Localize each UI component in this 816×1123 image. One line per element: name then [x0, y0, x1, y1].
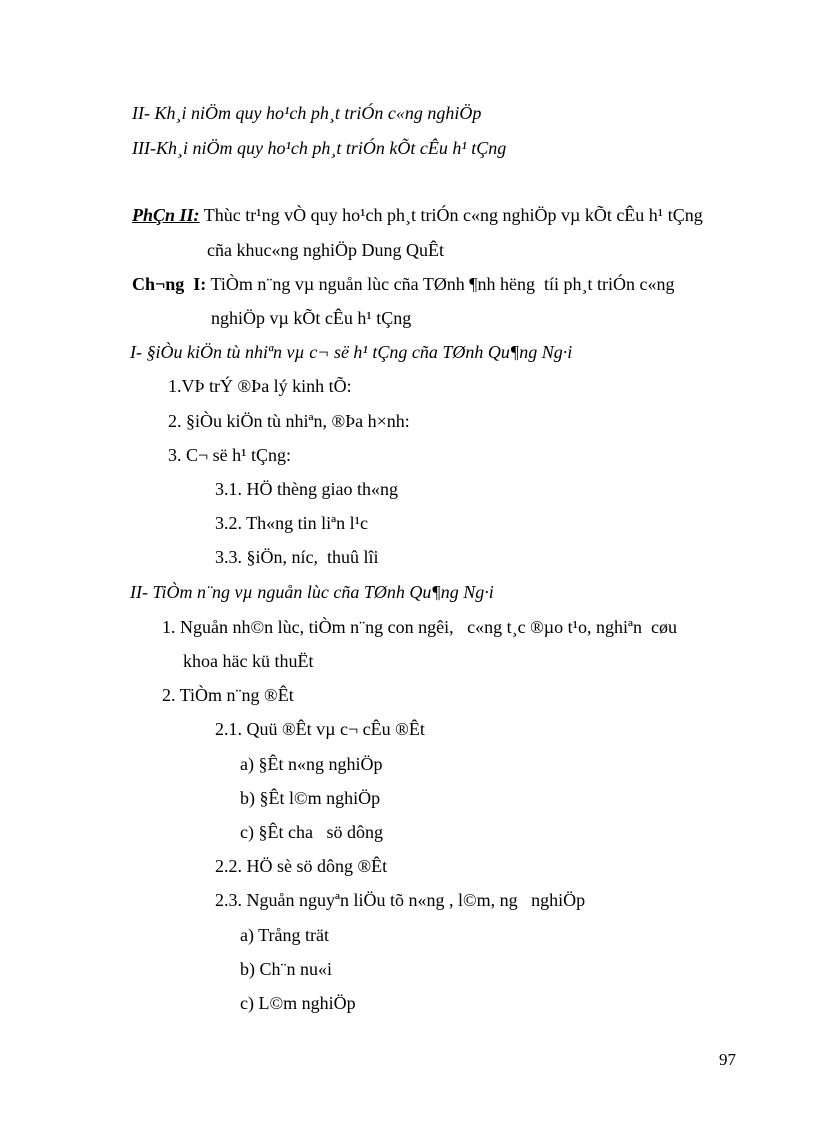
- toc-line: khoa häc kü thuËt: [183, 651, 314, 671]
- toc-line: cña khuc«ng nghiÖp Dung QuÊt: [207, 240, 444, 260]
- toc-section: I- §iÒu kiÖn tù nhiªn vµ c¬ së h¹ tÇng cña TØnh Qu¶ng Ng·i: [130, 342, 573, 362]
- chapter-title: TiÒm n¨ng vµ nguån lùc cña TØnh ¶nh hëng tíi ph¸t triÓn c«ng: [206, 274, 675, 294]
- part-label: PhÇn II:: [132, 205, 200, 225]
- toc-line: nghiÖp vµ kÕt cÊu h¹ tÇng: [211, 308, 412, 328]
- toc-line: 3.1. HÖ thèng giao th«ng: [215, 479, 398, 499]
- toc-line: 2.2. HÖ sè sö dông ®Êt: [215, 856, 388, 876]
- toc-line: 1.VÞ trÝ ®Þa lý kinh tÕ:: [168, 376, 352, 396]
- toc-line: c) §Êt cha sö dông: [240, 822, 383, 842]
- toc-line: c) L©m nghiÖp: [240, 993, 356, 1013]
- toc-line: 2.1. Quü ®Êt vµ c¬ cÊu ®Êt: [215, 719, 425, 739]
- toc-line: 3.2. Th«ng tin liªn l¹c: [215, 513, 369, 533]
- toc-line: a) Trång trät: [240, 925, 329, 945]
- part-title: Thùc tr¹ng vÒ quy ho¹ch ph¸t triÓn c«ng nghiÖp vµ kÕt cÊu h¹ tÇng: [199, 205, 703, 225]
- toc-line: b) §Êt l©m nghiÖp: [240, 788, 381, 808]
- toc-line: III-Kh¸i niÖm quy ho¹ch ph¸t triÓn kÕt cÊu h¹ tÇng: [132, 138, 507, 158]
- toc-line: 1. Nguån nh©n lùc, tiÒm n¨ng con ngêi, c«ng t¸c ®µo t¹o, nghiªn cøu: [162, 617, 678, 637]
- page-number: 97: [719, 1050, 736, 1069]
- toc-line: 2. §iÒu kiÖn tù nhiªn, ®Þa h×nh:: [168, 411, 410, 431]
- toc-line: 3.3. §iÖn, níc, thuû lîi: [215, 547, 379, 567]
- toc-line: II- Kh¸i niÖm quy ho¹ch ph¸t triÓn c«ng nghiÖp: [132, 103, 482, 123]
- toc-chapter-heading: [132, 273, 674, 295]
- toc-line: 3. C¬ së h¹ tÇng:: [168, 445, 292, 465]
- toc-line: 2.3. Nguån nguyªn liÖu tõ n«ng , l©m, ng nghiÖp: [215, 890, 586, 910]
- chapter-label: Ch¬ng I:: [132, 274, 207, 294]
- toc-line: 2. TiÒm n¨ng ®Êt: [162, 685, 294, 705]
- toc-line: a) §Êt n«ng nghiÖp: [240, 754, 383, 774]
- toc-line: b) Ch¨n nu«i: [240, 959, 332, 979]
- toc-section: II- TiÒm n¨ng vµ nguån lùc cña TØnh Qu¶ng Ng·i: [130, 582, 494, 602]
- toc-part-heading: [132, 204, 703, 226]
